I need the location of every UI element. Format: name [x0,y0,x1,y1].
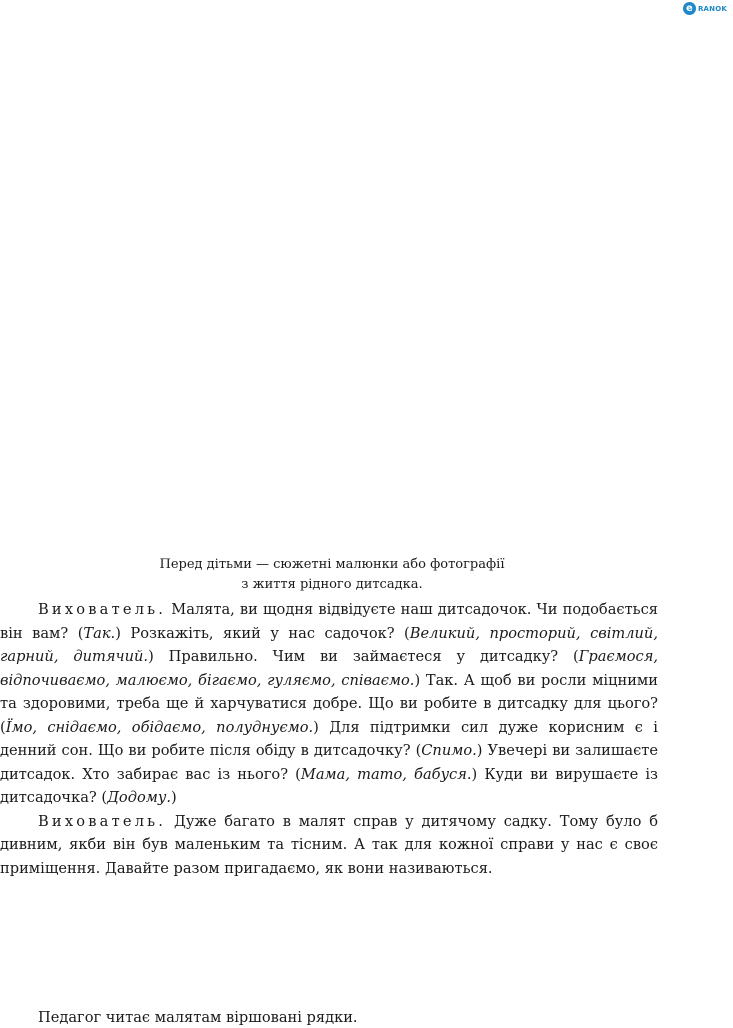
text-segment: Дуже багато в малят справ у дитячому садку. Тому було б дивним, якби він був маленьким та тісним. А так для кожної справи у нас є своє приміщення. Давайте разом пригадаємо, як вони називаються. [0,812,658,877]
image-caption [0,555,664,595]
text-segment: ) [170,789,177,806]
children-answer: Їмо, снідаємо, обідаємо, полуднуємо. [5,718,314,736]
text-segment: ) Для підтримки сил дуже корисним є і денний сон. Що ви робите після обіду в дитсадочку? ( [0,718,658,759]
children-answer: Спимо. [421,742,477,759]
children-answer: Мама, тато, бабуся. [300,765,472,783]
text-segment: ) Розкажіть, який у нас садочок? ( [115,624,410,642]
speaker-label: Вихователь. [38,812,167,830]
text-segment: Малята, ви щодня відвідуєте наш дитсадочок. Чи подобається він вам? ( [0,601,658,642]
caption-line-2: з життя рідного дитсадка. [241,577,423,592]
text-segment: ) Правильно. Чим ви займаєтеся у дитсадку? ( [148,648,579,665]
publisher-logo [683,2,727,15]
caption-line-1: Перед дітьми — сюжетні малюнки або фотографії [159,557,505,572]
text-segment: ) Куди ви вирушаєте із дитсадочка? ( [0,765,659,806]
paragraph-2 [0,810,658,881]
logo-mark-icon: e [683,2,696,15]
speaker-label: Вихователь. [38,601,167,618]
stage-direction: Педагог читає малятам віршовані рядки. [38,1009,358,1026]
children-answer: Великий, просторий, світлий, гарний, дитячий. [0,624,658,665]
children-answer: Додому. [107,789,171,806]
children-answer: Граємося, відпочиваємо, малюємо, бігаємо, гуляємо, співаємо. [0,648,658,689]
text-segment: ) Увечері ви залишаєте дитсадок. Хто забирає вас із нього? ( [0,742,659,783]
paragraph-1 [0,598,658,810]
logo-text: RANOK [697,4,727,13]
text-segment: ) Так. А щоб ви росли міцними та здоровими, треба ще й харчуватися добре. Що ви робите в дитсадку для цього? ( [0,671,659,736]
children-answer: Так. [83,624,116,642]
lesson-text [0,598,658,880]
